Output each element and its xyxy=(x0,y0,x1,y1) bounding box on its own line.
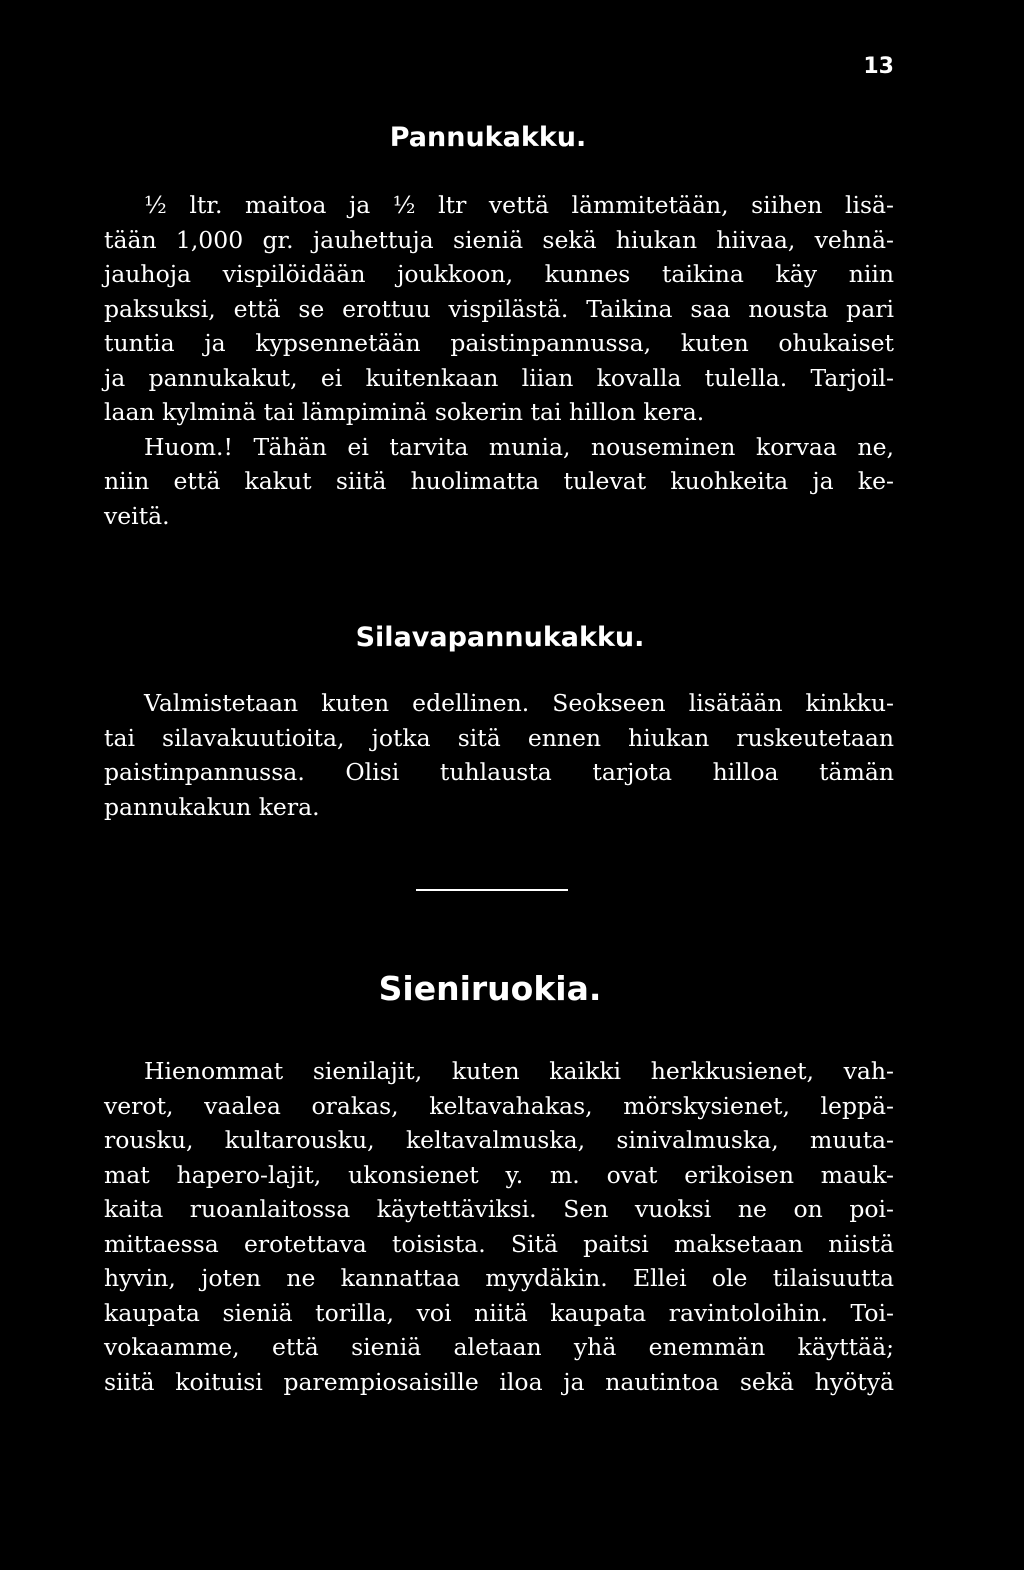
paragraph-sieniruokia xyxy=(104,1054,894,1399)
page-number: 13 xyxy=(863,54,894,79)
text-line: kaupata sieniä torilla, voi niitä kaupata ravintoloihin. Toi- xyxy=(104,1298,894,1327)
text-line: rousku, kultarousku, keltavalmuska, sinivalmuska, muuta- xyxy=(104,1126,894,1154)
section-title-silavapannukakku: Silavapannukakku. xyxy=(355,622,645,653)
text-line: Huom.! Tähän ei tarvita munia, nouseminen korvaa ne, xyxy=(144,432,894,461)
paragraph-silavapannukakku xyxy=(104,686,894,824)
text-line: laan kylminä tai lämpiminä sokerin tai hillon kera. xyxy=(104,398,705,426)
text-line: tään 1,000 gr. jauhettuja sieniä sekä hiukan hiivaa, vehnä- xyxy=(104,225,894,254)
text-line: vokaamme, että sieniä aletaan yhä enemmän käyttää; xyxy=(104,1333,894,1361)
text-line: tai silavakuutioita, jotka sitä ennen hiukan ruskeutetaan xyxy=(104,723,894,752)
text-line: kaita ruoanlaitossa käytettäviksi. Sen vuoksi ne on poi- xyxy=(104,1195,894,1223)
section-title-sieniruokia: Sieniruokia. xyxy=(378,969,602,1008)
text-line: hyvin, joten ne kannattaa myydäkin. Ellei ole tilaisuutta xyxy=(104,1264,894,1292)
text-line: ½ ltr. maitoa ja ½ ltr vettä lämmitetään, siihen lisä- xyxy=(144,191,894,219)
text-line: Valmistetaan kuten edellinen. Seokseen lisätään kinkku- xyxy=(144,689,894,717)
text-line: paksuksi, että se erottuu vispilästä. Taikina saa nousta pari xyxy=(104,294,894,323)
text-line: ja pannukakut, ei kuitenkaan liian kovalla tulella. Tarjoil- xyxy=(104,363,894,392)
text-line: tuntia ja kypsennetään paistinpannussa, kuten ohukaiset xyxy=(104,329,894,357)
text-line: Hienommat sienilajit, kuten kaikki herkkusienet, vah- xyxy=(144,1057,894,1085)
text-line: siitä koituisi parempiosaisille iloa ja nautintoa sekä hyötyä xyxy=(104,1367,894,1396)
section-divider xyxy=(416,889,568,891)
text-line: verot, vaalea orakas, keltavahakas, mörskysienet, leppä- xyxy=(104,1091,894,1120)
paragraph-pannukakku xyxy=(104,188,894,533)
text-line: mittaessa erotettava toisista. Sitä paitsi maksetaan niistä xyxy=(104,1229,894,1258)
text-line: veitä. xyxy=(104,501,170,530)
text-line: niin että kakut siitä huolimatta tulevat kuohkeita ja ke- xyxy=(104,467,894,495)
text-line: paistinpannussa. Olisi tuhlausta tarjota hilloa tämän xyxy=(104,758,894,786)
text-line: mat hapero-lajit, ukonsienet y. m. ovat erikoisen mauk- xyxy=(104,1160,894,1189)
text-line: pannukakun kera. xyxy=(104,792,320,821)
text-line: jauhoja vispilöidään joukkoon, kunnes taikina käy niin xyxy=(104,260,894,288)
section-title-pannukakku: Pannukakku. xyxy=(389,122,587,153)
